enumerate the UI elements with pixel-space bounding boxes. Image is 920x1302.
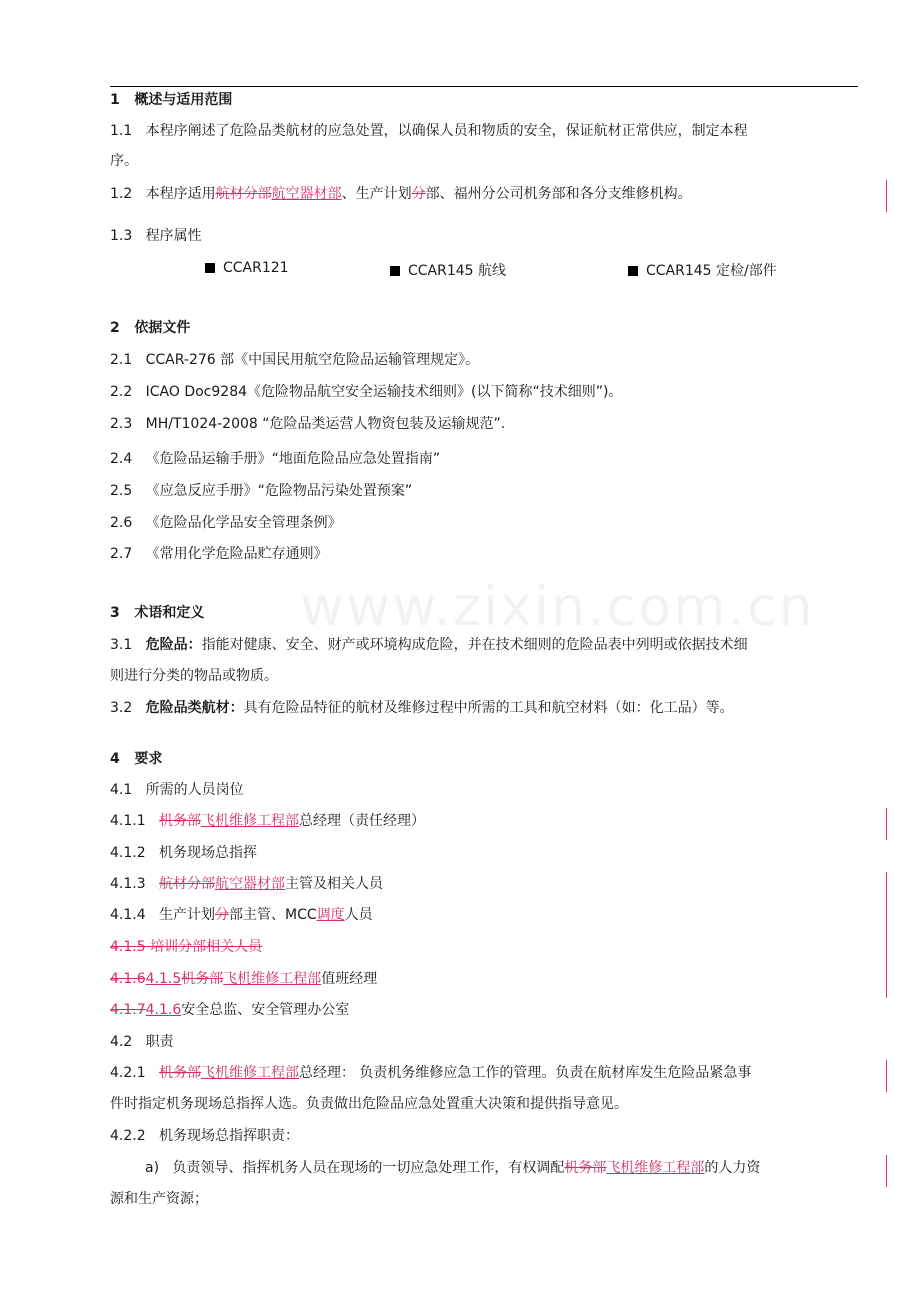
req-4-1-3 (110, 875, 383, 893)
inserted-text: 4.1.5 (145, 971, 182, 987)
deleted-text: 分 (214, 907, 229, 923)
attr-ccar145-line (390, 260, 506, 280)
inserted-text: 飞机维修工程部 (223, 971, 322, 987)
para-number: 2.4 (110, 451, 133, 467)
req-4-1-2 (110, 844, 257, 862)
para-text: 具有危险品特征的航材及维修过程中所需的工具和航空材料（如：化工品）等。 (243, 700, 734, 716)
reference-item (110, 482, 412, 500)
deleted-text: 4.1.7 (110, 1002, 146, 1018)
section-number: 3 (110, 605, 120, 621)
req-4-1-6 (110, 970, 377, 988)
section-number: 2 (110, 320, 120, 336)
def-3-2 (110, 699, 734, 717)
para-text: MH/T1024-2008 “危险品类运营人物资包装及运输规范”. (145, 416, 506, 432)
para-text: 的人力资 (704, 1160, 761, 1176)
para-text: 《常用化学危险品贮存通则》 (145, 546, 328, 562)
term: 危险品： (145, 637, 202, 653)
section-3-heading (110, 604, 204, 622)
list-label: a) (145, 1160, 160, 1176)
para-number: 4.1 (110, 782, 133, 798)
para-number: 2.7 (110, 546, 133, 562)
para-text: 程序属性 (145, 228, 202, 244)
para-1-2 (110, 185, 692, 203)
deleted-text: 机务部 (158, 813, 201, 829)
attr-label: CCAR145 定检/部件 (646, 263, 777, 279)
attr-ccar145-check (628, 260, 777, 280)
reference-item (110, 450, 440, 468)
inserted-text: 航空器材部 (214, 876, 285, 892)
section-title: 要求 (134, 751, 163, 767)
change-bar (886, 1060, 887, 1092)
req-4-2-1-cont: 件时指定机务现场总指挥人选。负责做出危险品应急处置重大决策和提供指导意见。 (110, 1096, 628, 1112)
para-number: 4.2 (110, 1034, 133, 1050)
inserted-text: 4.1.6 (145, 1002, 182, 1018)
para-text: 职责 (145, 1034, 174, 1050)
para-text: 部主管、MCC (228, 907, 317, 923)
section-4-heading (110, 750, 162, 768)
change-bar (886, 808, 887, 840)
checkbox-filled-icon (628, 266, 638, 276)
attr-label: CCAR121 (223, 260, 289, 276)
change-bar (886, 872, 887, 998)
para-number: 2.2 (110, 384, 133, 400)
req-4-1-1 (110, 812, 425, 830)
inserted-text: 飞机维修工程部 (606, 1160, 705, 1176)
section-2-heading (110, 319, 190, 337)
para-1-1 (110, 122, 748, 140)
para-text: 总经理： 负责机务维修应急工作的管理。负责在航材库发生危险品紧急事 (298, 1065, 752, 1081)
header-rule (110, 86, 858, 87)
para-1-1-cont: 序。 (110, 153, 138, 169)
deleted-text: 航材分部 (158, 876, 215, 892)
para-number: 2.5 (110, 483, 133, 499)
inserted-text: 飞机维修工程部 (200, 1065, 299, 1081)
para-number: 4.1.2 (110, 845, 146, 861)
req-4-2-2-a-cont: 源和生产资源； (110, 1191, 208, 1207)
para-number: 2.1 (110, 352, 133, 368)
req-4-2-2-a (145, 1159, 760, 1177)
req-4-1-4 (110, 906, 373, 924)
section-1-heading (110, 91, 232, 109)
reference-item (110, 514, 342, 532)
req-4-1-7 (110, 1001, 349, 1019)
checkbox-filled-icon (390, 266, 400, 276)
para-text: CCAR-276 部《中国民用航空危险品运输管理规定》。 (145, 352, 480, 368)
attr-ccar121 (205, 260, 289, 276)
para-text: 机务现场总指挥 (158, 845, 257, 861)
para-number: 1.1 (110, 123, 133, 139)
para-text: 总经理（责任经理） (298, 813, 425, 829)
inserted-text: 飞机维修工程部 (200, 813, 299, 829)
para-text: 、生产计划 (341, 186, 412, 202)
para-text: 生产计划 (158, 907, 215, 923)
req-4-2-2 (110, 1127, 299, 1145)
para-text: 本程序适用 (145, 186, 216, 202)
para-number: 4.1.3 (110, 876, 146, 892)
change-bar (886, 1155, 887, 1187)
inserted-text: 调度 (316, 907, 345, 923)
term: 危险品类航材： (145, 700, 244, 716)
para-number: 4.2.2 (110, 1128, 146, 1144)
deleted-text: 机务部 (564, 1160, 607, 1176)
para-text: 《危险品运输手册》“地面危险品应急处置指南” (145, 451, 441, 467)
deleted-text: 航材分部 (215, 186, 272, 202)
para-number: 3.1 (110, 637, 133, 653)
watermark: www.zixin.com.cn (300, 575, 815, 638)
section-title: 术语和定义 (134, 605, 205, 621)
section-number: 4 (110, 751, 120, 767)
req-4-2 (110, 1033, 174, 1051)
para-1-3 (110, 227, 202, 245)
def-3-1 (110, 636, 748, 654)
section-title: 依据文件 (134, 320, 191, 336)
checkbox-filled-icon (205, 263, 215, 273)
req-4-2-1 (110, 1064, 751, 1082)
reference-item (110, 545, 328, 563)
req-4-1 (110, 781, 244, 799)
para-text: 所需的人员岗位 (145, 782, 244, 798)
para-text: 部、福州分公司机务部和各分支维修机构。 (425, 186, 692, 202)
para-text: 人员 (344, 907, 373, 923)
para-text: 主管及相关人员 (284, 876, 383, 892)
deleted-text: 机务部 (158, 1065, 201, 1081)
section-number: 1 (110, 92, 120, 108)
para-text: 本程序阐述了危险品类航材的应急处置，以确保人员和物质的安全，保证航材正常供应，制定本程 (145, 123, 748, 139)
para-number: 2.6 (110, 515, 133, 531)
para-number: 3.2 (110, 700, 133, 716)
reference-item (110, 415, 505, 433)
para-number: 4.1.4 (110, 907, 146, 923)
para-text: 值班经理 (321, 971, 378, 987)
para-number: 2.3 (110, 416, 133, 432)
def-3-1-cont: 则进行分类的物品或物质。 (110, 668, 278, 684)
deleted-text: 4.1.6 (110, 971, 146, 987)
para-text: 安全总监、安全管理办公室 (181, 1002, 350, 1018)
para-text: 机务现场总指挥职责： (158, 1128, 299, 1144)
deleted-text: 分 (411, 186, 426, 202)
para-text: ICAO Doc9284《危险物品航空安全运输技术细则》(以下简称“技术细则”)。 (145, 384, 623, 400)
para-number: 1.3 (110, 228, 133, 244)
req-4-1-5-deleted: 4.1.5 培训分部相关人员 (110, 939, 263, 955)
section-title: 概述与适用范围 (134, 92, 233, 108)
attr-label: CCAR145 航线 (408, 263, 507, 279)
para-text: 《危险品化学品安全管理条例》 (145, 515, 342, 531)
para-number: 1.2 (110, 186, 133, 202)
para-text: 负责领导、指挥机务人员在现场的一切应急处理工作，有权调配 (172, 1160, 565, 1176)
reference-item (110, 383, 622, 401)
reference-item (110, 351, 479, 369)
inserted-text: 航空器材部 (271, 186, 342, 202)
para-number: 4.2.1 (110, 1065, 146, 1081)
para-number: 4.1.1 (110, 813, 146, 829)
deleted-text: 机务部 (181, 971, 224, 987)
change-bar (886, 180, 887, 212)
para-text: 《应急反应手册》“危险物品污染处置预案” (145, 483, 413, 499)
para-text: 指能对健康、安全、财产或环境构成危险，并在技术细则的危险品表中列明或依据技术细 (201, 637, 748, 653)
